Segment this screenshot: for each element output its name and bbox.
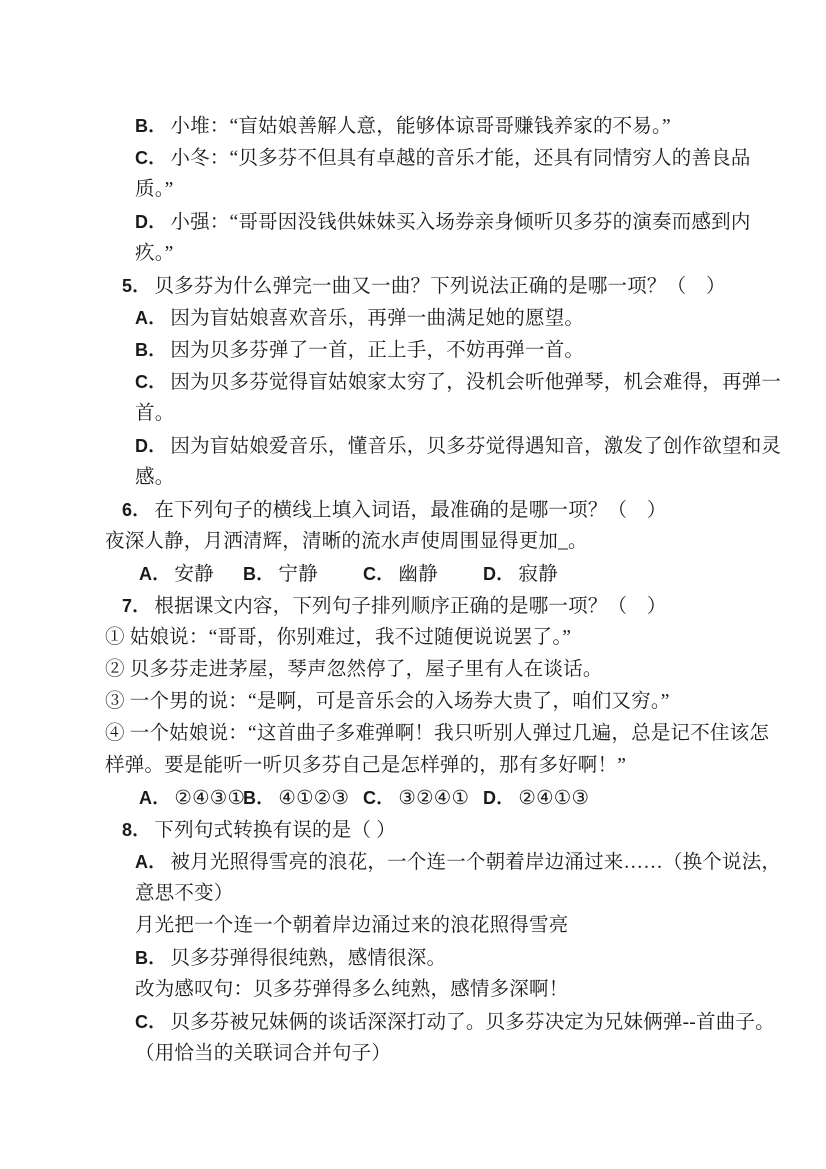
q5-option-c-continuation	[135, 398, 776, 430]
option-letter: A．	[139, 564, 171, 584]
q6-option-c	[363, 558, 483, 590]
option-text: 寂静	[518, 564, 558, 585]
q7-sentence-4	[105, 718, 776, 750]
option-letter: D．	[483, 564, 515, 584]
line-text: ① 姑娘说：“哥哥，你别难过，我不过随便说说罢了。”	[105, 627, 572, 648]
option-letter: B．	[135, 948, 167, 968]
q8-option-c	[135, 1006, 776, 1038]
option-letter: D．	[483, 788, 515, 808]
option-letter: A．	[135, 852, 167, 872]
line-text: 在下列句子的横线上填入词语，最准确的是哪一项？（ ）	[154, 500, 667, 521]
q4-option-b	[135, 110, 776, 142]
option-letter: B．	[135, 340, 167, 360]
q7-sentence-2	[105, 654, 776, 686]
option-letter: B．	[243, 564, 275, 584]
option-letter: C．	[135, 148, 167, 168]
line-text: 因为盲姑娘喜欢音乐，再弹一曲满足她的愿望。	[170, 308, 585, 329]
line-text: 首。	[135, 403, 175, 424]
q7-sentence-4-continuation	[105, 750, 776, 782]
question-7-stem	[122, 590, 776, 622]
q7-option-d	[483, 782, 589, 814]
q6-option-b	[243, 558, 363, 590]
q7-option-b	[243, 782, 363, 814]
option-text: 安静	[174, 564, 214, 585]
q5-option-b	[135, 334, 776, 366]
q8-option-b-answer	[135, 974, 776, 1006]
line-text: 感。	[135, 467, 175, 488]
q5-option-a	[135, 302, 776, 334]
question-6-stem	[122, 494, 776, 526]
option-text: ③②④①	[398, 788, 470, 809]
line-text: 下列句式转换有误的是（ ）	[154, 820, 396, 841]
line-text: 因为盲姑娘爱音乐，懂音乐，贝多芬觉得遇知音，激发了创作欲望和灵	[170, 436, 782, 457]
line-text: 质。”	[135, 179, 174, 200]
q6-option-d	[483, 558, 558, 590]
line-text: 夜深人静，月洒清辉，清晰的流水声使周围显得更加_。	[105, 531, 588, 552]
q4-option-d-continuation	[135, 238, 776, 270]
line-text: 疚。”	[135, 243, 174, 264]
q8-option-a-answer	[135, 910, 776, 942]
q7-option-a	[139, 782, 246, 814]
line-text: （用恰当的关联词合并句子）	[135, 1043, 392, 1064]
option-text: 宁静	[278, 564, 318, 585]
q7-option-c	[363, 782, 483, 814]
q5-option-c	[135, 366, 782, 398]
q8-option-a	[135, 846, 782, 878]
line-text: 小强：“哥哥因没钱供妹妹买入场券亲身倾听贝多芬的演奏而感到内	[170, 212, 751, 233]
line-text: 小冬：“贝多芬不但具有卓越的音乐才能，还具有同情穷人的善良品	[170, 148, 751, 169]
option-text: ④①②③	[278, 788, 350, 809]
question-number: 7．	[122, 596, 151, 616]
option-letter: C．	[363, 564, 395, 584]
line-text: ③ 一个男的说：“是啊，可是音乐会的入场券大贵了，咱们又穷。”	[105, 691, 670, 712]
option-letter: C．	[363, 788, 395, 808]
line-text: 因为贝多芬觉得盲姑娘家太穷了，没机会听他弹琴，机会难得，再弹一	[170, 372, 782, 393]
q7-sentence-3	[105, 686, 776, 718]
question-number: 6．	[122, 500, 151, 520]
q8-option-b	[135, 942, 776, 974]
option-letter: D．	[135, 212, 167, 232]
line-text: 因为贝多芬弹了一首，正上手，不妨再弹一首。	[170, 340, 585, 361]
option-text: ②④③①	[174, 788, 246, 809]
line-text: 贝多芬被兄妹俩的谈话深深打动了。贝多芬决定为兄妹俩弹--首曲子。	[170, 1012, 775, 1033]
option-letter: C．	[135, 1012, 167, 1032]
option-letter: A．	[139, 788, 171, 808]
question-5-stem	[122, 270, 776, 302]
option-text: ②④①③	[518, 788, 590, 809]
q5-option-d-continuation	[135, 462, 776, 494]
line-text: 贝多芬为什么弹完一曲又一曲？下列说法正确的是哪一项？（ ）	[154, 276, 726, 297]
q8-option-a-continuation	[135, 878, 776, 910]
q7-sentence-1	[105, 622, 776, 654]
q4-option-d	[135, 206, 776, 238]
q5-option-d	[135, 430, 782, 462]
line-text: 意思不变）	[135, 883, 234, 904]
option-letter: A．	[135, 308, 167, 328]
line-text: ④ 一个姑娘说：“这首曲子多难弹啊！我只听别人弹过几遍，总是记不住该怎	[105, 723, 770, 744]
q4-option-c	[135, 142, 776, 174]
question-number: 8．	[122, 820, 151, 840]
line-text: 样弹。要是能听一听贝多芬自己是怎样弹的，那有多好啊！”	[105, 755, 627, 776]
q6-sentence	[105, 526, 776, 558]
line-text: 小堆：“盲姑娘善解人意，能够体谅哥哥赚钱养家的不易。”	[170, 116, 671, 137]
option-letter: C．	[135, 372, 167, 392]
q6-options-row	[139, 558, 776, 590]
line-text: ② 贝多芬走进茅屋，琴声忽然停了，屋子里有人在谈话。	[105, 659, 603, 680]
question-8-stem	[122, 814, 776, 846]
line-text: 改为感叹句：贝多芬弹得多么纯熟，感情多深啊！	[135, 979, 569, 1000]
question-number: 5．	[122, 276, 151, 296]
option-text: 幽静	[398, 564, 438, 585]
option-letter: B．	[243, 788, 275, 808]
option-letter: B．	[135, 116, 167, 136]
line-text: 月光把一个连一个朝着岸边涌过来的浪花照得雪亮	[135, 915, 569, 936]
q7-options-row	[139, 782, 776, 814]
q6-option-a	[139, 558, 243, 590]
option-letter: D．	[135, 436, 167, 456]
line-text: 根据课文内容，下列句子排列顺序正确的是哪一项？（ ）	[154, 596, 667, 617]
line-text: 被月光照得雪亮的浪花，一个连一个朝着岸边涌过来……（换个说法，	[170, 852, 782, 873]
q8-option-c-note	[135, 1038, 776, 1070]
q4-option-c-continuation	[135, 174, 776, 206]
line-text: 贝多芬弹得很纯熟，感情很深。	[170, 948, 447, 969]
